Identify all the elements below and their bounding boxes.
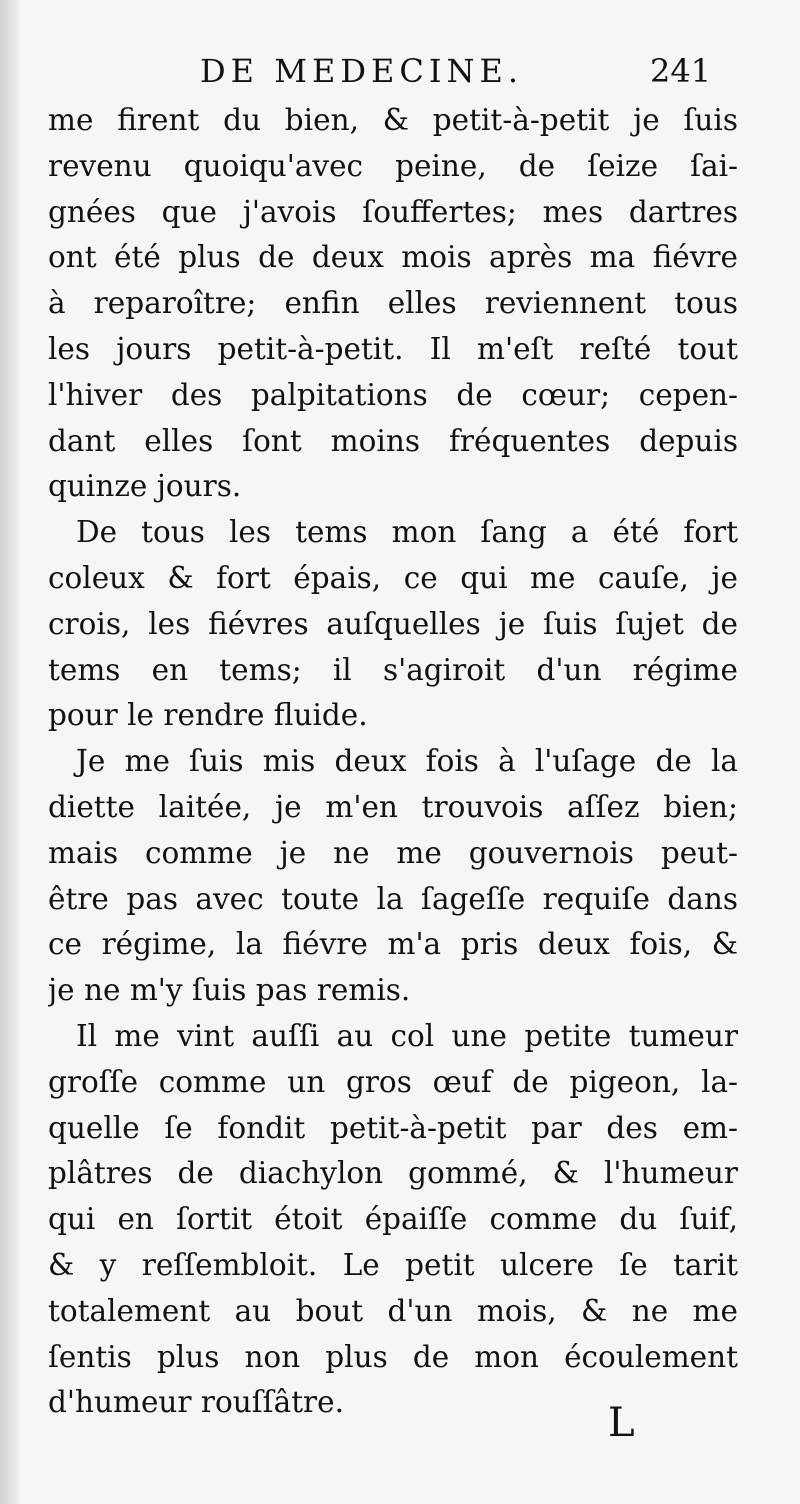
text-line: être pas avec toute la ſageſſe requiſe dans [48,881,738,916]
text-line: qui en ſortit étoit épaiſſe comme du ſuif, [48,1202,738,1237]
text-line: coleux & fort épais, ce qui me cauſe, je [48,560,738,595]
binding-shadow [0,0,22,1504]
signature-mark: L [608,1400,635,1446]
text-line: groſſe comme un gros œuf de pigeon, la- [48,1064,738,1099]
text-line: pour le rendre fluide. [48,698,368,733]
text-line: gnées que j'avois ſouffertes; mes dartres [48,194,738,229]
text-line: d'humeur rouſſâtre. [48,1385,344,1420]
running-title: DE MEDECINE. [200,52,523,90]
text-line: les jours petit-à-petit. Il m'eſt reſté tout [48,331,738,366]
text-line: Je me ſuis mis deux fois à l'uſage de la [76,744,738,779]
text-line: quinze jours. [48,469,242,504]
text-line: diette laitée, je m'en trouvois aſſez bien; [48,789,738,824]
text-line: à reparoître; enfin elles reviennent tous [48,286,738,321]
text-line: & y reſſembloit. Le petit ulcere ſe tarit [48,1247,738,1282]
page-header [0,52,800,96]
text-line: je ne m'y ſuis pas remis. [48,973,411,1008]
text-line: ce régime, la fiévre m'a pris deux fois, & [48,927,738,962]
text-line: totalement au bout d'un mois, & ne me [48,1293,738,1328]
text-line: plâtres de diachylon gommé, & l'humeur [48,1156,738,1191]
body-text [48,98,738,1426]
text-line: crois, les fiévres auſquelles je ſuis ſujet de [48,606,738,641]
text-line: l'hiver des palpitations de cœur; cepen- [48,377,738,412]
text-line: quelle ſe fondit petit-à-petit par des em- [48,1110,738,1145]
text-line: tems en tems; il s'agiroit d'un régime [48,652,738,687]
text-line: De tous les tems mon ſang a été fort [76,515,738,550]
text-line: me firent du bien, & petit-à-petit je ſuis [48,103,738,137]
page-number: 241 [650,52,712,90]
text-line: ſentis plus non plus de mon écoulement [48,1339,738,1374]
text-line: mais comme je ne me gouvernois peut- [48,835,738,870]
text-line: revenu quoiqu'avec peine, de ſeize ſai- [48,148,738,183]
text-line: ont été plus de deux mois après ma fiévre [48,240,738,275]
text-line: Il me vint auſſi au col une petite tumeur [76,1018,738,1053]
text-line: dant elles ſont moins fréquentes depuis [48,423,738,458]
